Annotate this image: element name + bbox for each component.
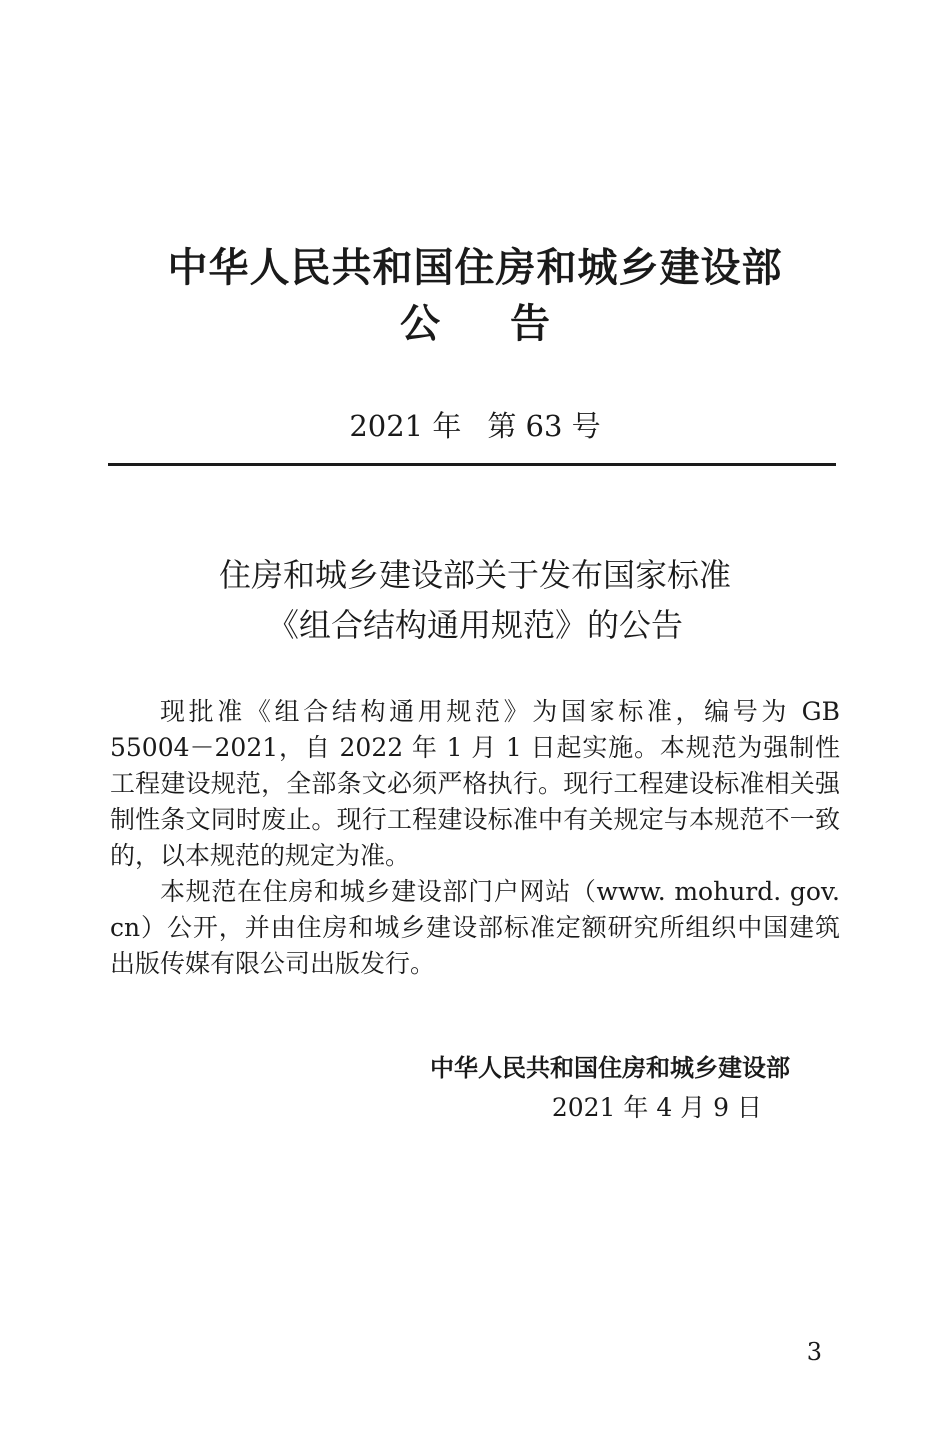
- notice-body: [110, 694, 840, 982]
- notice-title-line-2: 《组合结构通用规范》的公告: [266, 606, 683, 644]
- document-type-heading: 公告: [400, 301, 620, 347]
- document-number: [0, 406, 950, 446]
- header-divider: [108, 463, 836, 466]
- document-year: 2021 年: [349, 409, 462, 443]
- body-paragraph-1: 现批准《组合结构通用规范》为国家标准，编号为 GB 55004－2021，自 2022 年 1 月 1 日起实施。本规范为强制性工程建设规范，全部条文必须严格执行。现行工程建设标准相关强制性条文同时废止。现行工程建设标准中有关规定与本规范不一致的，以本规范的规定为准。: [110, 697, 840, 870]
- document-issue-number: 第 63 号: [487, 409, 601, 443]
- page-number: 3: [806, 1338, 822, 1366]
- notice-title: [0, 550, 950, 650]
- notice-title-line-1: 住房和城乡建设部关于发布国家标准: [218, 556, 731, 594]
- signature-date: 2021 年 4 月 9 日: [551, 1093, 762, 1122]
- signature-issuer: 中华人民共和国住房和城乡建设部: [430, 1054, 790, 1082]
- issuer-heading: 中华人民共和国住房和城乡建设部: [167, 245, 783, 291]
- body-paragraph-2: 本规范在住房和城乡建设部门户网站（www. mohurd. gov. cn）公开，并由住房和城乡建设部标准定额研究所组织中国建筑出版传媒有限公司出版发行。: [110, 877, 840, 978]
